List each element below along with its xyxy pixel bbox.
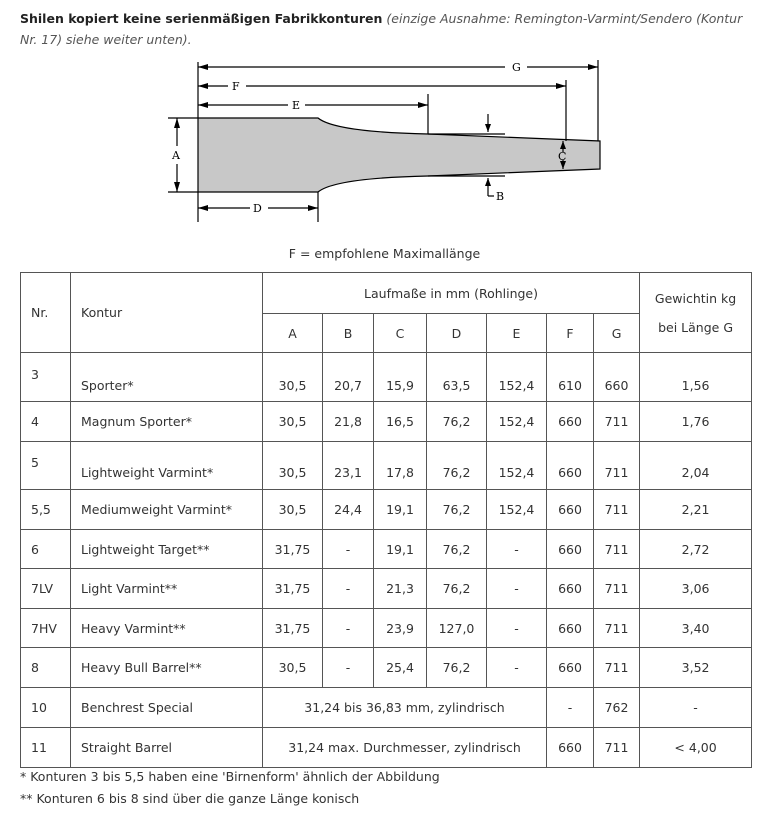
cell-kg: 3,52 — [640, 648, 752, 688]
table-row — [21, 609, 752, 648]
cell-nr: 7LV — [21, 569, 71, 609]
cell-d: 76,2 — [427, 402, 487, 442]
cell-f: 660 — [547, 648, 594, 688]
footnote-2: ** Konturen 6 bis 8 sind über die ganze Länge konisch — [20, 790, 360, 806]
cell-a: 30,5 — [263, 490, 323, 530]
label-c: C — [558, 150, 567, 163]
header-col-b: B — [323, 314, 374, 353]
cell-b: 21,8 — [323, 402, 374, 442]
cell-kontur: Lightweight Varmint* — [71, 442, 263, 490]
cell-kontur: Heavy Bull Barrel** — [71, 648, 263, 688]
cell-a: 30,5 — [263, 402, 323, 442]
cell-kontur: Sporter* — [71, 353, 263, 402]
header-kontur: Kontur — [71, 273, 263, 353]
cell-nr: 7HV — [21, 609, 71, 648]
header-weight-line1: Gewichtin kg — [654, 290, 737, 306]
cell-a: 31,75 — [263, 569, 323, 609]
cell-b: 23,1 — [323, 442, 374, 490]
cell-c: 25,4 — [374, 648, 427, 688]
cell-d: 63,5 — [427, 353, 487, 402]
cell-g: 711 — [594, 648, 640, 688]
cell-e: 152,4 — [487, 490, 547, 530]
cell-nr: 3 — [21, 353, 71, 402]
cell-kg: 1,56 — [640, 353, 752, 402]
cell-kontur: Light Varmint** — [71, 569, 263, 609]
cell-g: 660 — [594, 353, 640, 402]
header-nr: Nr. — [21, 273, 71, 353]
cell-d: 76,2 — [427, 490, 487, 530]
cell-f: 660 — [547, 402, 594, 442]
cell-kg: 3,06 — [640, 569, 752, 609]
cell-e: 152,4 — [487, 353, 547, 402]
cell-c: 19,1 — [374, 490, 427, 530]
cell-f: 610 — [547, 353, 594, 402]
cell-e: 152,4 — [487, 402, 547, 442]
header-laufmasse: Laufmaße in mm (Rohlinge) — [263, 273, 640, 314]
cell-c: 19,1 — [374, 530, 427, 569]
cell-kg: 2,72 — [640, 530, 752, 569]
cell-kontur: Mediumweight Varmint* — [71, 490, 263, 530]
table-row — [21, 490, 752, 530]
cell-span-description: 31,24 max. Durchmesser, zylindrisch — [263, 728, 547, 768]
cell-e: - — [487, 609, 547, 648]
header-weight — [640, 273, 752, 353]
cell-nr: 10 — [21, 688, 71, 728]
cell-g: 711 — [594, 490, 640, 530]
cell-kg: 2,04 — [640, 442, 752, 490]
barrel-contour-diagram — [160, 56, 610, 228]
cell-g: 711 — [594, 728, 640, 768]
cell-e: - — [487, 530, 547, 569]
cell-e: - — [487, 569, 547, 609]
cell-c: 17,8 — [374, 442, 427, 490]
cell-span-description: 31,24 bis 36,83 mm, zylindrisch — [263, 688, 547, 728]
cell-d: 76,2 — [427, 569, 487, 609]
cell-kontur: Benchrest Special — [71, 688, 263, 728]
cell-nr: 6 — [21, 530, 71, 569]
intro-paragraph — [20, 8, 750, 50]
cell-f: - — [547, 688, 594, 728]
cell-e: - — [487, 648, 547, 688]
cell-b: - — [323, 530, 374, 569]
cell-d: 127,0 — [427, 609, 487, 648]
label-d: D — [253, 202, 262, 215]
cell-c: 21,3 — [374, 569, 427, 609]
cell-g: 711 — [594, 530, 640, 569]
header-col-f: F — [547, 314, 594, 353]
cell-c: 23,9 — [374, 609, 427, 648]
label-b: B — [496, 190, 505, 203]
cell-g: 762 — [594, 688, 640, 728]
footnote-1: * Konturen 3 bis 5,5 haben eine 'Birnenform' ähnlich der Abbildung — [20, 769, 440, 784]
cell-e: 152,4 — [487, 442, 547, 490]
label-g: G — [512, 61, 521, 74]
footnotes — [20, 766, 440, 809]
cell-nr: 11 — [21, 728, 71, 768]
header-weight-line2: bei Länge G — [658, 319, 734, 335]
cell-c: 15,9 — [374, 353, 427, 402]
header-col-g: G — [594, 314, 640, 353]
label-e: E — [292, 99, 301, 112]
cell-b: 24,4 — [323, 490, 374, 530]
cell-b: - — [323, 648, 374, 688]
cell-f: 660 — [547, 728, 594, 768]
cell-a: 31,75 — [263, 530, 323, 569]
cell-kontur: Magnum Sporter* — [71, 402, 263, 442]
cell-kontur: Heavy Varmint** — [71, 609, 263, 648]
cell-f: 660 — [547, 442, 594, 490]
header-col-d: D — [427, 314, 487, 353]
contour-table — [20, 272, 752, 768]
cell-d: 76,2 — [427, 530, 487, 569]
table-row — [21, 648, 752, 688]
cell-a: 31,75 — [263, 609, 323, 648]
table-row — [21, 353, 752, 402]
header-col-c: C — [374, 314, 427, 353]
cell-b: 20,7 — [323, 353, 374, 402]
cell-g: 711 — [594, 609, 640, 648]
table-row — [21, 402, 752, 442]
cell-b: - — [323, 609, 374, 648]
cell-kg: - — [640, 688, 752, 728]
label-f: F — [232, 80, 240, 93]
label-a: A — [172, 149, 180, 162]
cell-f: 660 — [547, 569, 594, 609]
barrel-shape — [198, 118, 600, 192]
table-header-row — [21, 273, 752, 314]
table-row — [21, 442, 752, 490]
cell-nr: 4 — [21, 402, 71, 442]
intro-bold-text: Shilen kopiert keine serienmäßigen Fabrikkonturen — [20, 11, 383, 26]
cell-kg: 3,40 — [640, 609, 752, 648]
table-row — [21, 688, 752, 728]
cell-g: 711 — [594, 569, 640, 609]
table-row — [21, 569, 752, 609]
cell-kontur: Lightweight Target** — [71, 530, 263, 569]
cell-nr: 5,5 — [21, 490, 71, 530]
table-row — [21, 530, 752, 569]
cell-nr: 5 — [21, 442, 71, 490]
cell-f: 660 — [547, 490, 594, 530]
cell-kg: 2,21 — [640, 490, 752, 530]
diagram-caption: F = empfohlene Maximallänge — [288, 246, 481, 261]
cell-g: 711 — [594, 402, 640, 442]
cell-c: 16,5 — [374, 402, 427, 442]
cell-d: 76,2 — [427, 648, 487, 688]
cell-kg: < 4,00 — [640, 728, 752, 768]
cell-a: 30,5 — [263, 648, 323, 688]
cell-f: 660 — [547, 530, 594, 569]
cell-b: - — [323, 569, 374, 609]
header-col-e: E — [487, 314, 547, 353]
cell-nr: 8 — [21, 648, 71, 688]
header-col-a: A — [263, 314, 323, 353]
cell-kg: 1,76 — [640, 402, 752, 442]
cell-kontur: Straight Barrel — [71, 728, 263, 768]
table-row — [21, 728, 752, 768]
intro-italic-text: (einzige Ausnahme: Remington-Varmint/Sendero (Kontur Nr. 17) siehe weiter unten). — [20, 11, 743, 47]
cell-f: 660 — [547, 609, 594, 648]
cell-d: 76,2 — [427, 442, 487, 490]
cell-a: 30,5 — [263, 442, 323, 490]
cell-g: 711 — [594, 442, 640, 490]
cell-a: 30,5 — [263, 353, 323, 402]
